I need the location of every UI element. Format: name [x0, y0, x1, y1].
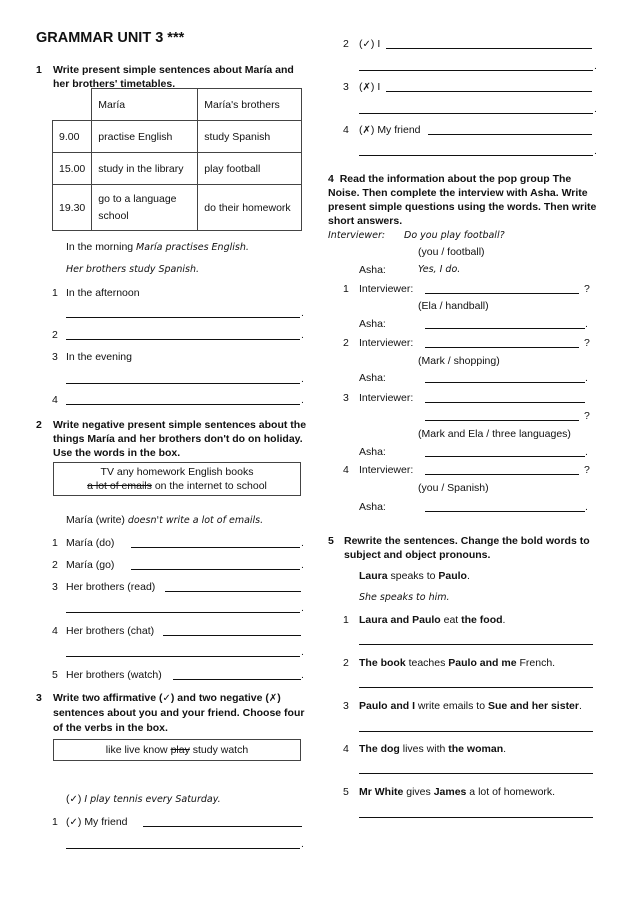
answer-line[interactable]: [425, 402, 585, 403]
tick-icon: ✓: [69, 817, 78, 828]
answer-line[interactable]: [359, 155, 593, 156]
bold-phrase: Paulo and I: [359, 700, 416, 712]
plain-text: eat: [440, 614, 462, 626]
ex1-number: 1: [36, 64, 42, 76]
ex5-item-sentence: [359, 700, 582, 712]
ex4-interviewer-label: Interviewer:: [359, 392, 414, 404]
answer-line[interactable]: [173, 679, 301, 680]
answer-line[interactable]: [66, 404, 300, 405]
ex5-example-answer: She speaks to him.: [359, 592, 450, 603]
ex5-item-sentence: [359, 786, 555, 798]
bold-phrase: Paulo and me: [448, 657, 517, 669]
timetable-cell: study Spanish: [198, 121, 302, 153]
timetable: [52, 88, 302, 231]
answer-line[interactable]: [425, 382, 585, 383]
answer-line[interactable]: [359, 113, 593, 114]
ex1-item-number: 4: [52, 394, 58, 406]
ex1-example-answer2: Her brothers study Spanish.: [66, 264, 200, 275]
answer-line[interactable]: [425, 456, 585, 457]
timetable-time: 15.00: [53, 153, 92, 185]
answer-line[interactable]: [425, 293, 579, 294]
ex4-item-number: 4: [343, 464, 349, 476]
ex1-instruction-line2: her brothers' timetables.: [53, 78, 176, 90]
timetable-time: 19.30: [53, 185, 92, 231]
ex5-item-sentence: [359, 657, 555, 669]
ex4-instruction-line2: Noise. Then complete the interview with Asha. Write: [328, 187, 588, 199]
ex5-instruction-line1: Rewrite the sentences. Change the bold words to: [344, 535, 590, 547]
ex2-item-prompt: María (do): [66, 537, 115, 549]
ex4-cue: (you / Spanish): [418, 482, 489, 494]
ex2-example-answer: doesn't write a lot of emails.: [127, 515, 264, 526]
ex2-item-prompt: María (go): [66, 559, 115, 571]
ex1-example-answer1: María practises English.: [136, 242, 249, 253]
ex3-word-struck: play: [170, 744, 190, 756]
ex1-item-number: 3: [52, 351, 58, 363]
ex4-asha-label: Asha:: [359, 372, 386, 384]
answer-line[interactable]: [359, 773, 593, 774]
plain-text: .: [502, 614, 506, 626]
cross-icon: ✗: [362, 82, 371, 93]
ex3-number: 3: [36, 692, 42, 704]
ex2-word-box: [53, 462, 301, 496]
bold-phrase: the food: [461, 614, 503, 626]
ex4-example-cue: (you / football): [418, 246, 485, 258]
ex5-item-number: 4: [343, 743, 349, 755]
ex4-example-interviewer-label: Interviewer:: [328, 230, 386, 241]
ex3-word-box: [53, 739, 301, 761]
plain-text: teaches: [405, 657, 449, 669]
ex1-item-number: 2: [52, 329, 58, 341]
ex4-asha-label: Asha:: [359, 264, 386, 276]
bold-phrase: James: [433, 786, 467, 798]
ex2-item-number: 1: [52, 537, 58, 549]
ex3-example-answer: I play tennis every Saturday.: [84, 794, 221, 805]
ex3-item-prompt: (✓) My friend: [66, 816, 128, 828]
ex5-item-sentence: [359, 743, 506, 755]
ex2-example-prefix: María (write): [66, 514, 125, 526]
bold-phrase: The book: [359, 657, 406, 669]
ex4-cue: (Mark / shopping): [418, 355, 500, 367]
cross-icon: ✗: [362, 125, 371, 136]
answer-line[interactable]: [66, 339, 300, 340]
ex5-item-number: 5: [343, 786, 349, 798]
ex5-item-number: 2: [343, 657, 349, 669]
tick-icon: ✓: [362, 39, 371, 50]
ex4-cue: (Mark and Ela / three languages): [418, 428, 571, 440]
timetable-time: 9.00: [53, 121, 92, 153]
answer-line[interactable]: [359, 644, 593, 645]
answer-line[interactable]: [425, 347, 579, 348]
ex2-item-number: 5: [52, 669, 58, 681]
answer-line[interactable]: [66, 383, 300, 384]
timetable-cell: practise English: [92, 121, 198, 153]
plain-text: lives with: [399, 743, 449, 755]
ex2-instruction-line3: Use the words in the box.: [53, 447, 181, 459]
ex3-item-prompt: (✗) I: [359, 81, 381, 93]
answer-line[interactable]: [359, 731, 593, 732]
ex3-item-number: 4: [343, 124, 349, 136]
answer-line[interactable]: [66, 612, 300, 613]
ex1-item-prompt: In the afternoon: [66, 287, 140, 299]
answer-line[interactable]: [131, 569, 300, 570]
answer-line[interactable]: [359, 817, 593, 818]
ex5-instruction-line2: subject and object pronouns.: [344, 549, 491, 561]
answer-line[interactable]: [143, 826, 302, 827]
ex3-words-b: study watch: [192, 744, 249, 756]
ex2-item-prompt: Her brothers (watch): [66, 669, 162, 681]
ex3-item-prompt: (✗) My friend: [359, 124, 421, 136]
ex4-cue: (Ela / handball): [418, 300, 489, 312]
ex4-number: 4: [328, 173, 334, 185]
plain-text: a lot of homework.: [466, 786, 556, 798]
timetable-header-maria: María: [92, 89, 198, 121]
plain-text: write emails to: [415, 700, 488, 712]
ex5-item-sentence: [359, 614, 505, 626]
ex4-item-number: 1: [343, 283, 349, 295]
ex3-instruction-line1: Write two affirmative (✓) and two negative (✗): [53, 692, 281, 704]
ex2-item-prompt: Her brothers (read): [66, 581, 156, 593]
ex3-example: (✓) I play tennis every Saturday.: [66, 793, 221, 805]
ex1-item-prompt: In the evening: [66, 351, 132, 363]
bold-phrase: Laura and Paulo: [359, 614, 441, 626]
timetable-cell: do their homework: [198, 185, 302, 231]
ex2-item-number: 2: [52, 559, 58, 571]
answer-line[interactable]: [386, 48, 592, 49]
answer-line[interactable]: [66, 848, 300, 849]
bold-phrase: The dog: [359, 743, 400, 755]
ex4-asha-label: Asha:: [359, 501, 386, 513]
ex2-word-struck: a lot of emails: [87, 480, 152, 492]
ex3-item-number: 2: [343, 38, 349, 50]
plain-text: .: [579, 700, 582, 712]
ex4-asha-label: Asha:: [359, 446, 386, 458]
answer-line[interactable]: [425, 420, 579, 421]
plain-text: French.: [516, 657, 556, 669]
ex4-instruction-line1: 4 Read the information about the pop group The: [328, 173, 572, 185]
ex4-instruction-line4: short answers.: [328, 215, 403, 227]
plain-text: .: [503, 743, 507, 755]
ex3-instruction-line2: sentences about you and your friend. Choose four: [53, 707, 305, 719]
answer-line[interactable]: [359, 70, 593, 71]
ex2-number: 2: [36, 419, 42, 431]
tick-icon: ✓: [162, 693, 171, 704]
answer-line[interactable]: [425, 511, 585, 512]
ex2-word-box-line1: TV any homework English books: [100, 466, 254, 478]
ex5-example-sentence: Laura speaks to Paulo.: [359, 570, 470, 582]
ex5-number: 5: [328, 535, 334, 547]
ex2-item-number: 3: [52, 581, 58, 593]
plain-text: gives: [403, 786, 434, 798]
answer-line[interactable]: [66, 656, 300, 657]
ex3-words-a: like live know: [105, 744, 168, 756]
answer-line[interactable]: [428, 134, 592, 135]
answer-line[interactable]: [165, 591, 301, 592]
ex5-item-number: 1: [343, 614, 349, 626]
ex2-item-number: 4: [52, 625, 58, 637]
ex2-example: [66, 514, 263, 526]
ex4-interviewer-label: Interviewer:: [359, 464, 414, 476]
answer-line[interactable]: [359, 687, 593, 688]
timetable-cell: study in the library: [92, 153, 198, 185]
tick-icon: ✓: [69, 794, 78, 805]
ex3-item-prompt: (✓) I: [359, 38, 381, 50]
bold-phrase: Mr White: [359, 786, 404, 798]
cross-icon: ✗: [268, 693, 278, 704]
ex1-item-number: 1: [52, 287, 58, 299]
answer-line[interactable]: [131, 547, 300, 548]
page-title: GRAMMAR UNIT 3 ***: [36, 30, 185, 46]
answer-line[interactable]: [425, 474, 579, 475]
answer-line[interactable]: [386, 91, 592, 92]
ex4-asha-label: Asha:: [359, 318, 386, 330]
ex2-instruction-line1: Write negative present simple sentences about the: [53, 419, 307, 431]
ex1-example-prefix: In the morning: [66, 241, 134, 253]
bold-phrase: the woman: [448, 743, 504, 755]
timetable-cell: go to a language school: [92, 185, 198, 231]
answer-line[interactable]: [425, 328, 585, 329]
answer-line[interactable]: [163, 635, 301, 636]
ex4-example-question: Do you play football?: [404, 230, 505, 241]
ex1-example-line1: [66, 241, 249, 253]
ex2-instruction-line2: things María and her brothers don't do on holiday.: [53, 433, 303, 445]
ex4-interviewer-label: Interviewer:: [359, 283, 414, 295]
ex4-instruction-line3: present simple questions using the words. Then write: [328, 201, 597, 213]
ex4-item-number: 3: [343, 392, 349, 404]
bold-phrase: Sue and her sister: [487, 700, 579, 712]
ex3-item-number: 3: [343, 81, 349, 93]
answer-line[interactable]: [66, 317, 300, 318]
ex3-item-number: 1: [52, 816, 58, 828]
timetable-cell: play football: [198, 153, 302, 185]
ex4-interviewer-label: Interviewer:: [359, 337, 414, 349]
ex3-instruction-line3: of the verbs in the box.: [53, 722, 168, 734]
ex2-word-box-line2: on the internet to school: [154, 480, 267, 492]
ex4-example-answer: Yes, I do.: [418, 264, 461, 275]
ex2-item-prompt: Her brothers (chat): [66, 625, 155, 637]
ex4-item-number: 2: [343, 337, 349, 349]
ex1-instruction-line1: Write present simple sentences about María and: [53, 64, 294, 76]
timetable-header-brothers: María's brothers: [198, 89, 302, 121]
ex5-item-number: 3: [343, 700, 349, 712]
